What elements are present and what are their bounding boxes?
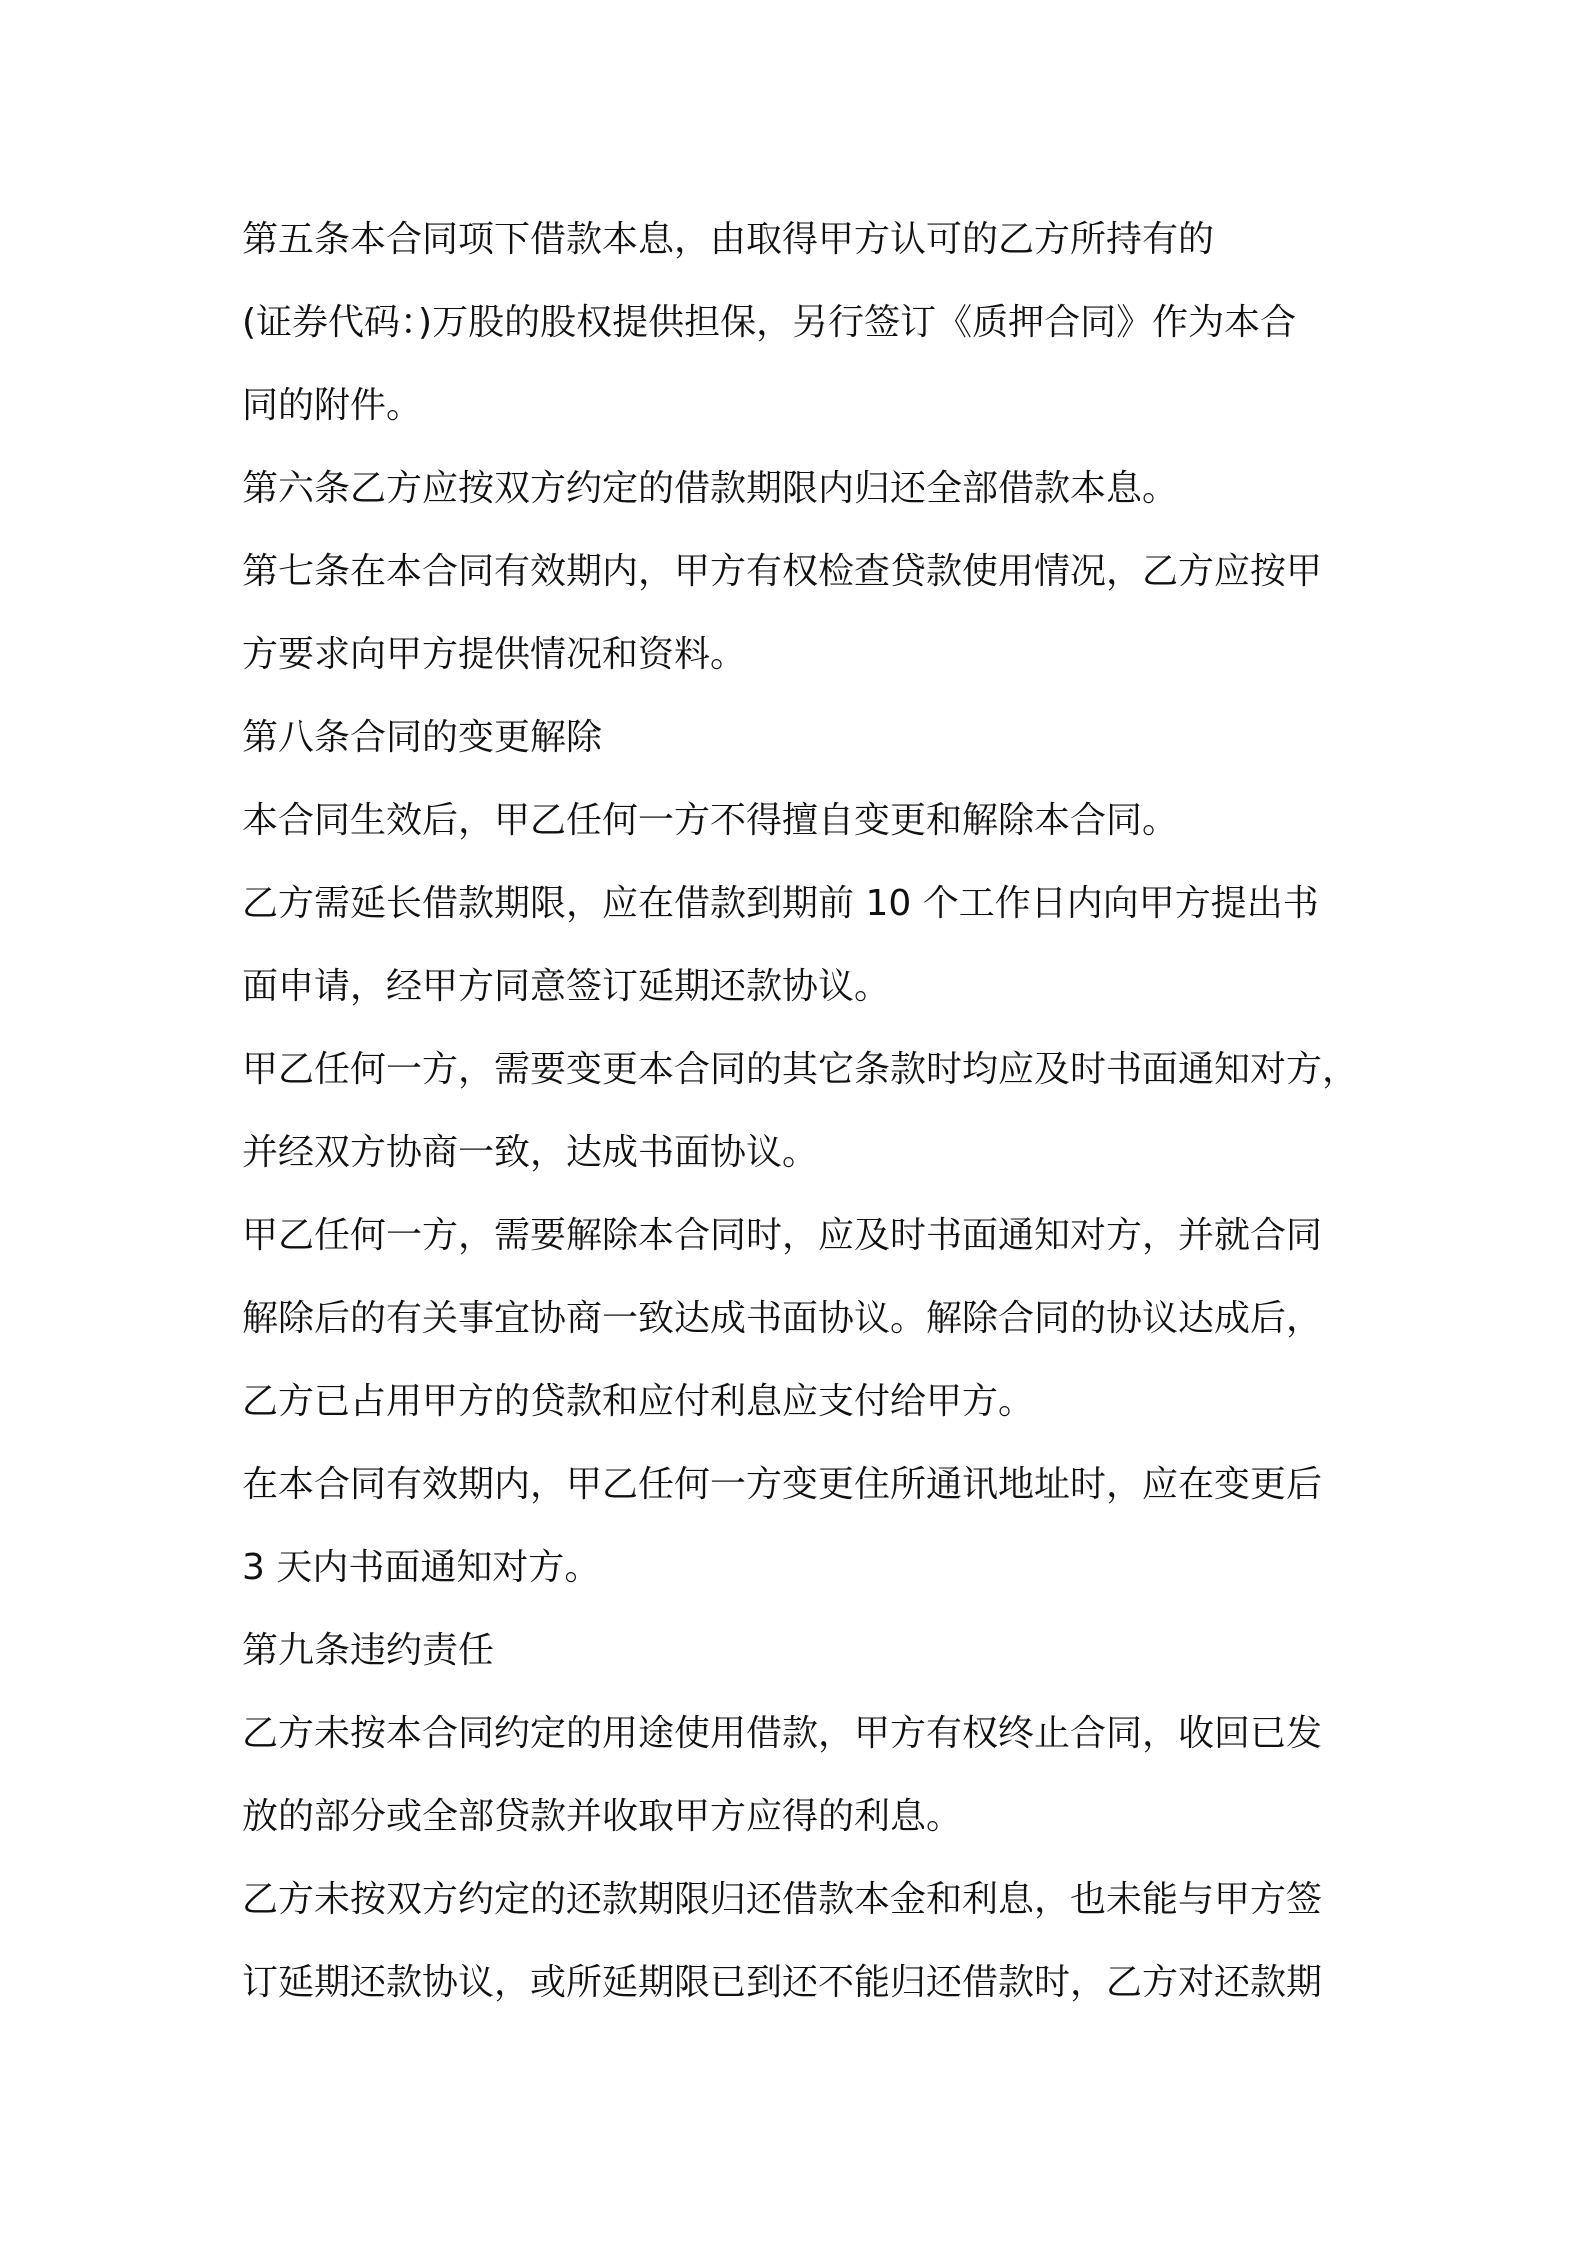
text-line: 解除后的有关事宜协商一致达成书面协议。解除合同的协议达成后， (242, 1298, 1323, 1339)
text-line: 第五条本合同项下借款本息，由取得甲方认可的乙方所持有的 (242, 219, 1215, 260)
text-line: 同的附件。 (242, 385, 423, 426)
contract-text-body (242, 198, 1362, 2024)
text-line: 甲乙任何一方，需要变更本合同的其它条款时均应及时书面通知对方， (242, 1049, 1359, 1090)
text-line: 在本合同有效期内，甲乙任何一方变更住所通讯地址时，应在变更后 (242, 1464, 1323, 1505)
text-line: (证券代码：)万股的股权提供担保，另行签订《质押合同》作为本合 (242, 302, 1297, 343)
text-line: 方要求向甲方提供情况和资料。 (242, 634, 747, 675)
text-line: 乙方需延长借款期限，应在借款到期前 10 个工作日内向甲方提出书 (242, 883, 1319, 924)
text-line: 本合同生效后，甲乙任何一方不得擅自变更和解除本合同。 (242, 800, 1179, 841)
section-heading: 第九条违约责任 (242, 1630, 495, 1671)
text-line: 第七条在本合同有效期内，甲方有权检查贷款使用情况，乙方应按甲 (242, 551, 1323, 592)
text-line: 乙方已占用甲方的贷款和应付利息应支付给甲方。 (242, 1381, 1035, 1422)
section-heading: 第八条合同的变更解除 (242, 717, 603, 758)
text-line: 乙方未按双方约定的还款期限归还借款本金和利息，也未能与甲方签 (242, 1879, 1323, 1920)
text-line: 订延期还款协议，或所延期限已到还不能归还借款时，乙方对还款期 (242, 1962, 1323, 2003)
text-line: 放的部分或全部贷款并收取甲方应得的利息。 (242, 1796, 963, 1837)
text-line: 甲乙任何一方，需要解除本合同时，应及时书面通知对方，并就合同 (242, 1215, 1323, 1256)
text-line: 3 天内书面通知对方。 (242, 1547, 601, 1588)
text-line: 第六条乙方应按双方约定的借款期限内归还全部借款本息。 (242, 468, 1179, 509)
text-line: 并经双方协商一致，达成书面协议。 (242, 1132, 819, 1173)
text-line: 面申请，经甲方同意签订延期还款协议。 (242, 966, 891, 1007)
text-line: 乙方未按本合同约定的用途使用借款，甲方有权终止合同，收回已发 (242, 1713, 1323, 1754)
